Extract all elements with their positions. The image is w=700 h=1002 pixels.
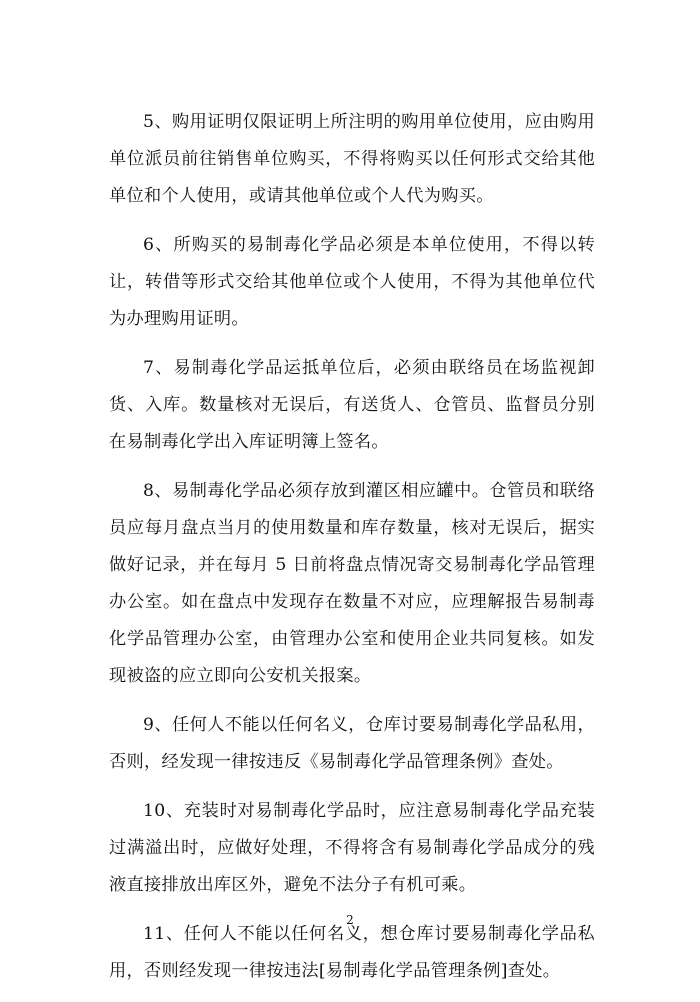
paragraph-item-6: 6、所购买的易制毒化学品必须是本单位使用，不得以转让，转借等形式交给其他单位或个人使用，不得为其他单位代为办理购用证明。 [109, 235, 595, 329]
body-text [109, 104, 595, 1002]
paragraph-item-10: 10、充装时对易制毒化学品时，应注意易制毒化学品充装过满溢出时，应做好处理，不得将含有易制毒化学品成分的残液直接排放出库区外，避免不法分子有机可乘。 [109, 801, 595, 895]
page-number: 2 [346, 913, 354, 927]
paragraph-item-8: 8、易制毒化学品必须存放到灌区相应罐中。仓管员和联络员应每月盘点当月的使用数量和库存数量，核对无误后，据实做好记录，并在每月 5 日前将盘点情况寄交易制毒化学品管理办公室。如在盘点中发现存在数量不对应，应理解报告易制毒化学品管理办公室，由管理办公室和使用企业共同复核。如发现被盗的应立即向公安机关报案。 [109, 481, 595, 686]
paragraph-item-9: 9、任何人不能以任何名义，仓库讨要易制毒化学品私用，否则，经发现一律按违反《易制毒化学品管理条例》查处。 [109, 715, 595, 772]
paragraph-item-7: 7、易制毒化学品运抵单位后，必须由联络员在场监视卸货、入库。数量核对无误后，有送货人、仓管员、监督员分别在易制毒化学出入库证明簿上签名。 [109, 358, 595, 452]
paragraph-item-5: 5、购用证明仅限证明上所注明的购用单位使用，应由购用单位派员前往销售单位购买，不得将购买以任何形式交给其他单位和个人使用，或请其他单位或个人代为购买。 [109, 112, 595, 206]
paragraph-item-11: 11、任何人不能以任何名义，想仓库讨要易制毒化学品私用，否则经发现一律按违法[易制毒化学品管理条例]查处。 [109, 924, 595, 981]
